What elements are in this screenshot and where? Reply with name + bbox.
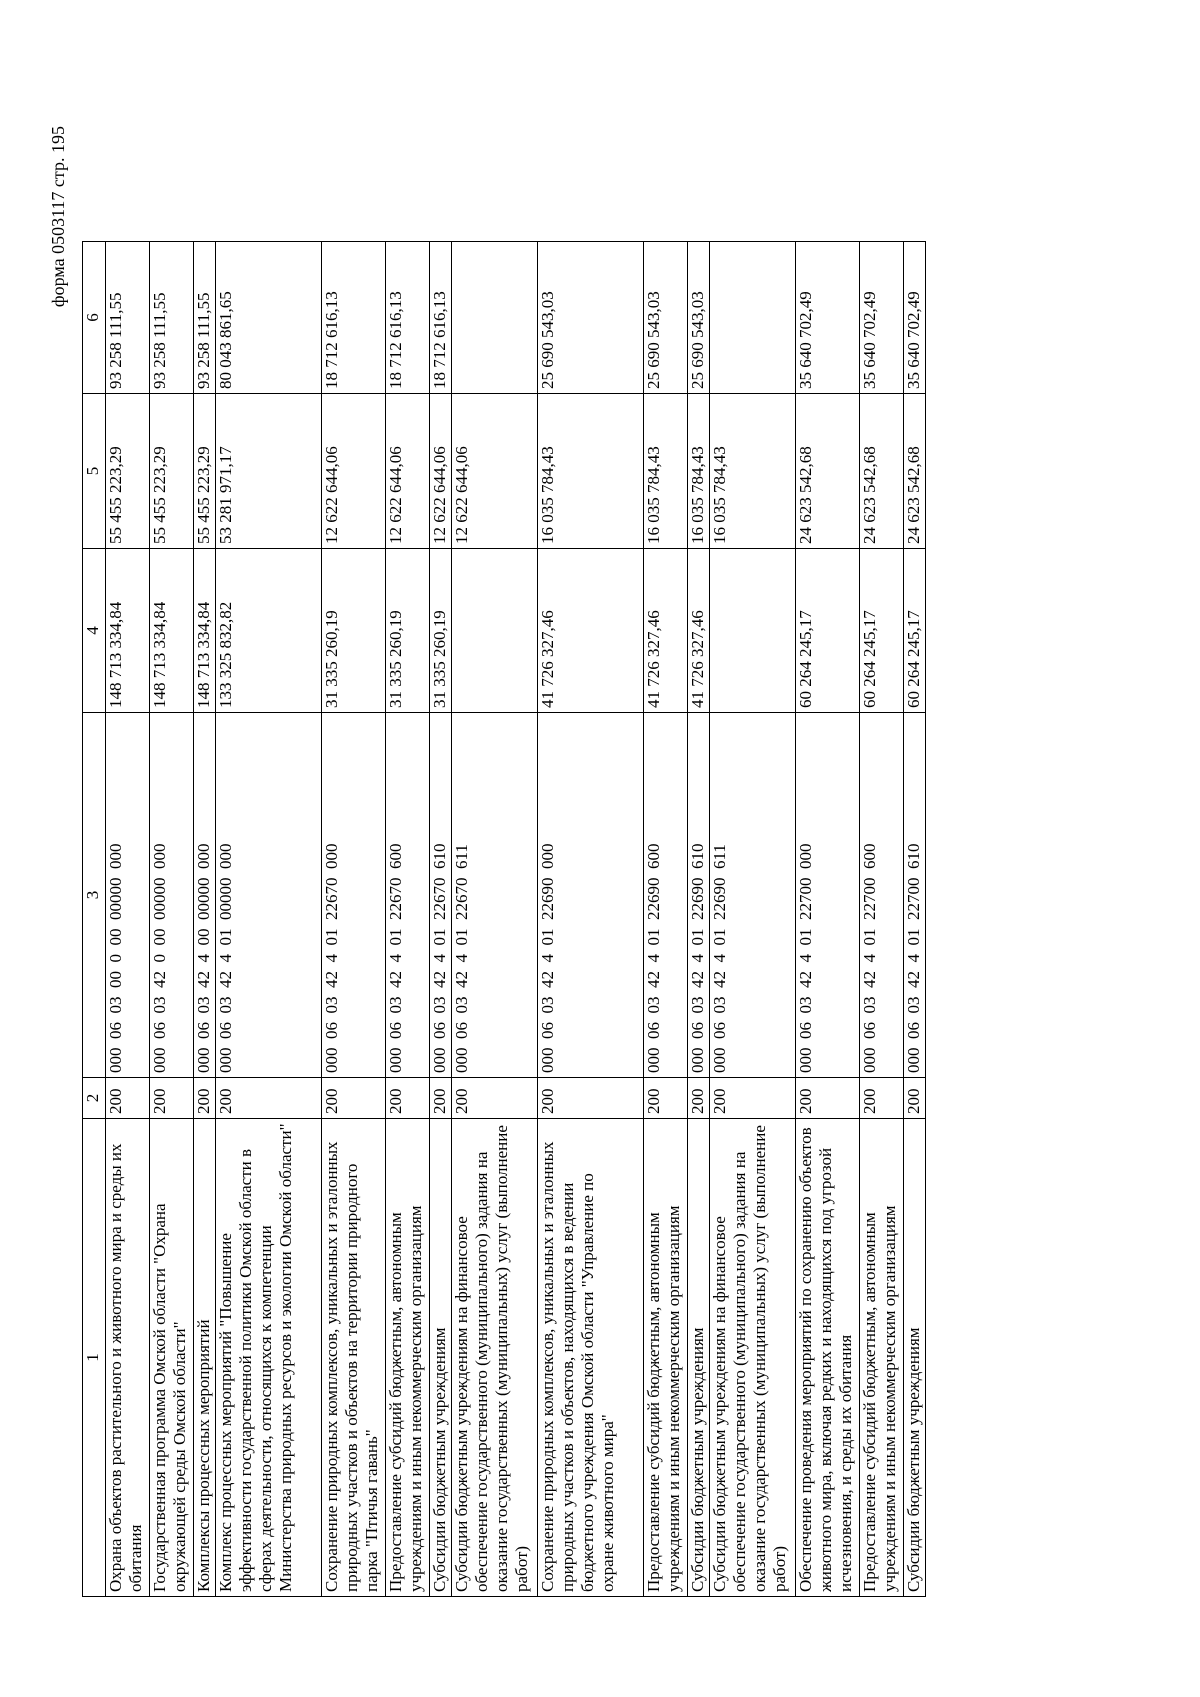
cell-name: Комплексы процессных мероприятий [194,1119,216,1597]
cell-code: 000 06 03 42 4 01 22670 600 [386,713,430,1078]
cell-executed: 12 622 644,06 [452,394,538,549]
table-row [150,242,194,1597]
table-row [194,242,216,1597]
cell-code: 000 06 03 42 4 01 22670 610 [430,713,452,1078]
cell-name: Сохранение природных комплексов, уникальных и эталонных природных участков и объектов на территории природного парка "Птичья гавань" [322,1119,386,1597]
cell-unexecuted: 18 712 616,13 [322,242,386,394]
table-row [904,242,926,1597]
cell-name: Предоставление субсидий бюджетным, автономным учреждениям и иным некоммерческим организациям [644,1119,688,1597]
cell-code: 000 06 03 42 4 01 22700 000 [796,713,860,1078]
cell-approved: 148 713 334,84 [106,549,150,713]
cell-code: 000 06 03 42 0 00 00000 000 [150,713,194,1078]
column-header: 6 [83,242,106,394]
table-row [710,242,796,1597]
cell-unexecuted: 25 690 543,03 [688,242,710,394]
column-header: 4 [83,549,106,713]
cell-unexecuted: 18 712 616,13 [430,242,452,394]
cell-name: Охрана объектов растительного и животного мира и среды их обитания [106,1119,150,1597]
cell-executed: 12 622 644,06 [430,394,452,549]
cell-executed: 53 281 971,17 [216,394,322,549]
cell-approved: 31 335 260,19 [322,549,386,713]
cell-line: 200 [904,1078,926,1119]
cell-code: 000 06 03 00 0 00 00000 000 [106,713,150,1078]
cell-executed: 55 455 223,29 [194,394,216,549]
column-header: 2 [83,1078,106,1119]
cell-code: 000 06 03 42 4 01 22690 600 [644,713,688,1078]
cell-executed: 55 455 223,29 [150,394,194,549]
cell-unexecuted: 25 690 543,03 [644,242,688,394]
cell-unexecuted: 35 640 702,49 [860,242,904,394]
cell-name: Предоставление субсидий бюджетным, автономным учреждениям и иным некоммерческим организациям [386,1119,430,1597]
cell-line: 200 [796,1078,860,1119]
cell-unexecuted: 80 043 861,65 [216,242,322,394]
table-row [860,242,904,1597]
cell-approved: 60 264 245,17 [796,549,860,713]
cell-approved: 133 325 832,82 [216,549,322,713]
table-body [106,242,926,1597]
cell-unexecuted: 35 640 702,49 [904,242,926,394]
cell-unexecuted [710,242,796,394]
cell-code: 000 06 03 42 4 01 22700 610 [904,713,926,1078]
cell-name: Государственная программа Омской области "Охрана окружающей среды Омской области" [150,1119,194,1597]
table-row [796,242,860,1597]
cell-name: Сохранение природных комплексов, уникальных и эталонных природных участков и объектов, находящихся в ведении бюджетного учреждения Омской области "Управление по охране животного мира" [538,1119,644,1597]
cell-approved: 148 713 334,84 [150,549,194,713]
cell-code: 000 06 03 42 4 01 22670 000 [322,713,386,1078]
column-header: 5 [83,394,106,549]
table-row [430,242,452,1597]
cell-code: 000 06 03 42 4 01 22700 600 [860,713,904,1078]
cell-name: Субсидии бюджетным учреждениям [430,1119,452,1597]
table-row [538,242,644,1597]
cell-name: Субсидии бюджетным учреждениям на финансовое обеспечение государственного (муниципального) задания на оказание государственных (муниципальных) услуг (выполнение работ) [710,1119,796,1597]
cell-name: Субсидии бюджетным учреждениям на финансовое обеспечение государственного (муниципального) задания на оказание государственных (муниципальных) услуг (выполнение работ) [452,1119,538,1597]
cell-unexecuted: 18 712 616,13 [386,242,430,394]
cell-executed: 55 455 223,29 [106,394,150,549]
cell-unexecuted [452,242,538,394]
cell-executed: 16 035 784,43 [688,394,710,549]
header-row [83,242,106,1597]
column-header: 1 [83,1119,106,1597]
cell-line: 200 [452,1078,538,1119]
cell-approved: 148 713 334,84 [194,549,216,713]
cell-line: 200 [106,1078,150,1119]
cell-executed: 24 623 542,68 [860,394,904,549]
cell-line: 200 [430,1078,452,1119]
cell-executed: 24 623 542,68 [904,394,926,549]
form-note: форма 0503117 стр. 195 [48,126,68,308]
cell-approved [710,549,796,713]
cell-line: 200 [386,1078,430,1119]
cell-code: 000 06 03 42 4 01 22690 000 [538,713,644,1078]
cell-unexecuted: 35 640 702,49 [796,242,860,394]
cell-executed: 12 622 644,06 [322,394,386,549]
cell-code: 000 06 03 42 4 01 22670 611 [452,713,538,1078]
cell-line: 200 [688,1078,710,1119]
cell-line: 200 [860,1078,904,1119]
cell-unexecuted: 93 258 111,55 [194,242,216,394]
cell-line: 200 [322,1078,386,1119]
cell-executed: 16 035 784,43 [710,394,796,549]
cell-approved: 31 335 260,19 [430,549,452,713]
cell-approved: 41 726 327,46 [644,549,688,713]
cell-executed: 16 035 784,43 [538,394,644,549]
table-row [688,242,710,1597]
cell-executed: 12 622 644,06 [386,394,430,549]
cell-line: 200 [538,1078,644,1119]
cell-code: 000 06 03 42 4 01 22690 610 [688,713,710,1078]
cell-name: Предоставление субсидий бюджетным, автономным учреждениям и иным некоммерческим организациям [860,1119,904,1597]
table-row [644,242,688,1597]
table-row [216,242,322,1597]
cell-code: 000 06 03 42 4 00 00000 000 [194,713,216,1078]
cell-executed: 16 035 784,43 [644,394,688,549]
cell-unexecuted: 25 690 543,03 [538,242,644,394]
cell-executed: 24 623 542,68 [796,394,860,549]
cell-name: Обеспечение проведения мероприятий по сохранению объектов животного мира, включая редких и находящихся под угрозой исчезновения, и среды их обитания [796,1119,860,1597]
table-row [386,242,430,1597]
cell-unexecuted: 93 258 111,55 [106,242,150,394]
cell-approved [452,549,538,713]
cell-code: 000 06 03 42 4 01 22690 611 [710,713,796,1078]
table-row [106,242,150,1597]
cell-line: 200 [194,1078,216,1119]
cell-approved: 60 264 245,17 [860,549,904,713]
cell-approved: 41 726 327,46 [688,549,710,713]
cell-name: Комплекс процессных мероприятий "Повышение эффективности государственной политики Омской области в сферах деятельности, относящихся к компетенции Министерства природных ресурсов и экологии Омской области" [216,1119,322,1597]
column-header: 3 [83,713,106,1078]
cell-code: 000 06 03 42 4 01 00000 000 [216,713,322,1078]
budget-table [82,241,926,1597]
cell-unexecuted: 93 258 111,55 [150,242,194,394]
table-row [452,242,538,1597]
cell-line: 200 [150,1078,194,1119]
cell-line: 200 [710,1078,796,1119]
cell-approved: 31 335 260,19 [386,549,430,713]
cell-name: Субсидии бюджетным учреждениям [904,1119,926,1597]
cell-name: Субсидии бюджетным учреждениям [688,1119,710,1597]
cell-line: 200 [216,1078,322,1119]
table-row [322,242,386,1597]
cell-approved: 60 264 245,17 [904,549,926,713]
cell-line: 200 [644,1078,688,1119]
cell-approved: 41 726 327,46 [538,549,644,713]
